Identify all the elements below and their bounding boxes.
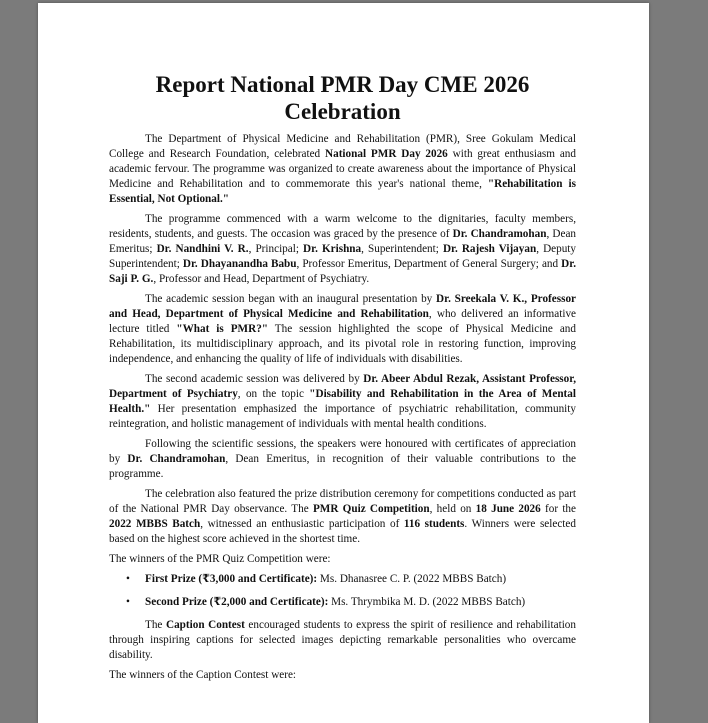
dignitaries-paragraph: The programme commenced with a warm welcome to the dignitaries, faculty members, residents, students, and guests. The occasion was graced by the presence of Dr. Chandramohan, Dean Emeritus; Dr. Nandhini V. R., Principal; Dr. Krishna, Superintendent; Dr. Rajesh Vijayan, Deputy Superintendent; Dr. Dhayanandha Babu, Professor Emeritus, Department of General Surgery; and Dr. Saji P. G., Professor and Head, Department of Psychiatry. [109,213,577,285]
list-item [109,572,576,587]
document-page [38,3,649,723]
first-session-paragraph: The academic session began with an inaugural presentation by Dr. Sreekala V. K., Professor and Head, Department of Physical Medicine and Rehabilitation, who delivered an informative lecture titled "What is PMR?" The session highlighted the scope of Physical Medicine and Rehabilitation, its multidisciplinary approach, and its pivotal role in restoring function, improving independence, and enhancing the quality of life of individuals with disabilities. [109,293,577,365]
quiz-winners-list [109,572,576,610]
quiz-winners-intro: The winners of the PMR Quiz Competition were: [109,553,331,565]
prize-distribution-paragraph: The celebration also featured the prize distribution ceremony for competitions conducted as part of the National PMR Day observance. The PMR Quiz Competition, held on 18 June 2026 for the 2022 MBBS Batch, witnessed an enthusiastic participation of 116 students. Winners were selected based on the highest score achieved in the shortest time. [109,488,576,545]
winner-name: Ms. Thrymbika M. D. (2022 MBBS Batch) [328,596,526,608]
document-content [109,71,576,688]
prize-label: First Prize (₹3,000 and Certificate): [145,573,318,585]
certificates-paragraph: Following the scientific sessions, the speakers were honoured with certificates of appreciation by Dr. Chandramohan, Dean Emeritus, in recognition of their valuable contributions to the programme. [109,438,576,480]
prize-label: Second Prize (₹2,000 and Certificate): [145,596,329,608]
report-title: Report National PMR Day CME 2026 Celebration [155,72,530,124]
intro-paragraph: The Department of Physical Medicine and Rehabilitation (PMR), Sree Gokulam Medical College and Research Foundation, celebrated National PMR Day 2026 with great enthusiasm and academic fervour. The programme was organized to create awareness about the importance of Physical Medicine and Rehabilitation and to commemorate this year's national theme, "Rehabilitation is Essential, Not Optional." [109,133,576,205]
bullet-icon: • [126,573,130,585]
winner-name: Ms. Dhanasree C. P. (2022 MBBS Batch) [317,573,507,585]
list-item [109,595,576,610]
second-session-paragraph: The second academic session was delivered by Dr. Abeer Abdul Rezak, Assistant Professor, Department of Psychiatry, on the topic "Disability and Rehabilitation in the Area of Mental Health." Her presentation emphasized the importance of psychiatric rehabilitation, community reintegration, and holistic management of individuals with mental health conditions. [109,373,576,430]
caption-winners-intro: The winners of the Caption Contest were: [109,669,297,681]
bullet-icon: • [126,596,130,608]
caption-contest-paragraph: The Caption Contest encouraged students to express the spirit of resilience and rehabilitation through inspiring captions for selected images depicting remarkable personalities who overcame disability. [109,619,576,661]
